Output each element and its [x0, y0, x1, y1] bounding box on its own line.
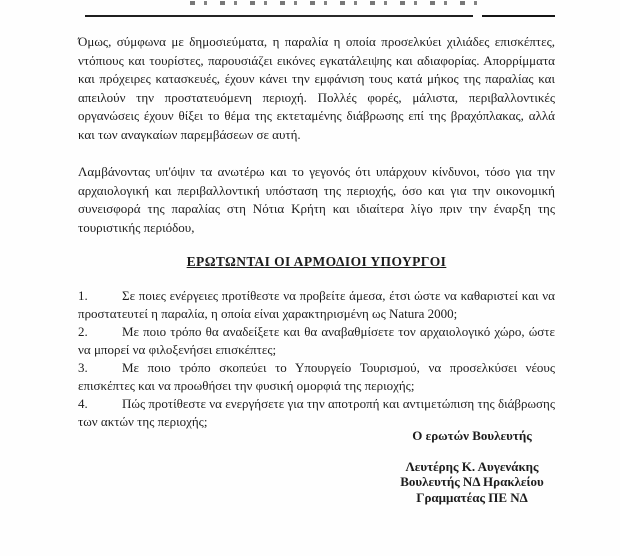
question-text: Σε ποιες ενέργειες προτίθεστε να προβείτε άμεσα, έτσι ώστε να καθαριστεί και να προστατευτεί η παραλία, η οποία είναι χαρακτηρισμένη ως Natura 2000;: [78, 288, 555, 321]
signature-name: Λευτέρης Κ. Αυγενάκης: [405, 458, 539, 474]
paragraph-considering: Λαμβάνοντας υπ'όψιν τα ανωτέρω και το γεγονός ότι υπάρχουν κίνδυνοι, τόσο για την αρχαιολογική και περιβαλλοντική υπόσταση της περιοχής, όσο και για την οικονομική συνεισφορά της παραλίας στη Νότια Κρήτη και ιδιαίτερα λίγο πριν την έναρξη της τουριστικής περιόδου,: [78, 164, 555, 235]
cropped-text-fragments: [190, 1, 482, 5]
question-number: 4.: [78, 396, 88, 411]
question-item-4: [78, 395, 555, 431]
signature-title-mp: Βουλευτής ΝΔ Ηρακλείου: [400, 474, 544, 489]
question-text: Με ποιο τρόπο σκοπεύει το Υπουργείο Τουρισμού, να προσελκύσει νέους επισκέπτες και να προωθήσει την φυσική ομορφιά της περιοχής;: [78, 360, 555, 393]
question-number: 2.: [78, 324, 88, 339]
question-text: Με ποιο τρόπο θα αναδείξετε και θα αναβαθμίσετε τον αρχαιολογικό χώρο, ώστε να μπορεί να φιλοξενήσει επισκέπτες;: [78, 324, 555, 357]
question-text: Πώς προτίθεστε να ενεργήσετε για την αποτροπή και αντιμετώπιση της διάβρωσης των ακτών της περιοχής;: [78, 396, 555, 429]
signature-block: [372, 428, 572, 505]
signature-role: Ο ερωτών Βουλευτής: [412, 428, 532, 443]
question-number: 3.: [78, 360, 88, 375]
document-body: [78, 17, 555, 431]
signature-title-secretary: Γραμματέας ΠΕ ΝΔ: [416, 489, 528, 505]
questions-heading: ΕΡΩΤΩΝΤΑΙ ΟΙ ΑΡΜΟΔΙΟΙ ΥΠΟΥΡΓΟΙ: [186, 254, 447, 269]
questions-list: [78, 287, 555, 431]
question-item-2: [78, 323, 555, 359]
paragraph-beach-condition: Όμως, σύμφωνα με δημοσιεύματα, η παραλία η οποία προσελκύει χιλιάδες επισκέπτες, ντόπιους και τουρίστες, παρουσιάζει εικόνες εγκατάλειψης και αδιαφορίας. Απορρίμματα και πρόχειρες κατασκευές, έχουν κάνει την εμφάνιση τους κατά μήκος της παραλίας και απειλούν την προστατευόμενη περιοχή. Πολλές φορές, μάλιστα, περιβαλλοντικές οργανώσεις έχουν θίξει το θέμα της εκτεταμένης διάβρωσης επί της βραχόπλακας, αλλά και των αναγκαίων παρεμβάσεων σε αυτή.: [78, 34, 555, 142]
question-item-3: [78, 359, 555, 395]
question-number: 1.: [78, 288, 88, 303]
question-item-1: [78, 287, 555, 323]
